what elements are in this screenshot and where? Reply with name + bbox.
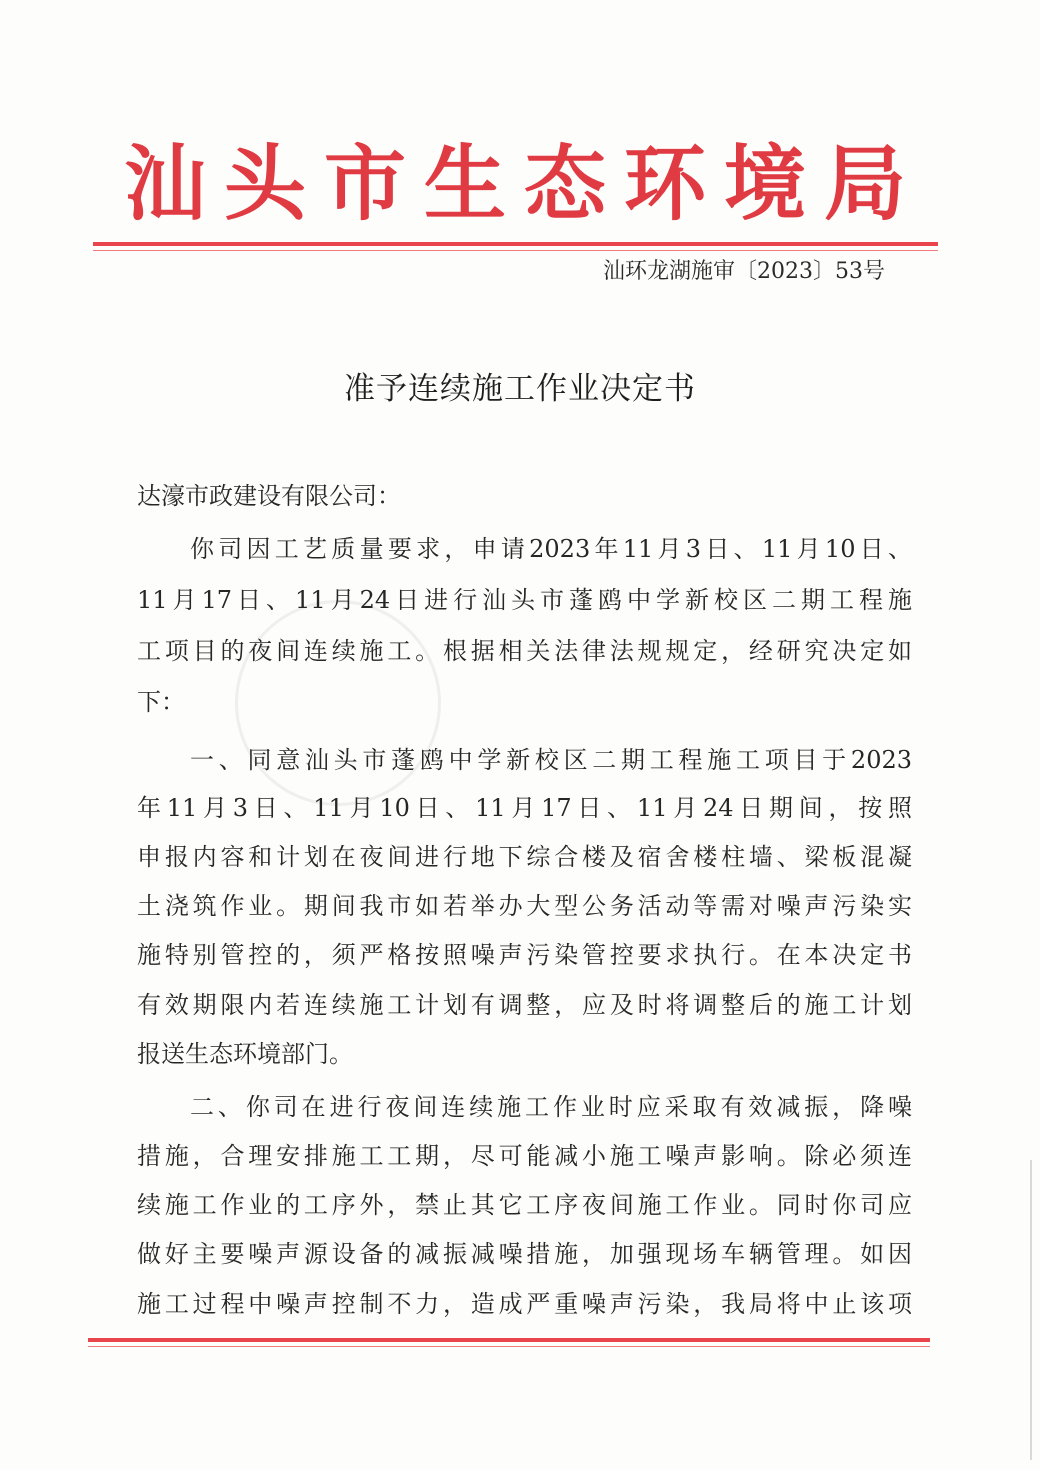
- body-line: 下：: [137, 688, 185, 716]
- footer-red-rule-thin: [88, 1346, 930, 1347]
- body-line: 年11月3日、11月10日、11月17日、11月24日期间，按照: [137, 794, 912, 822]
- body-line: 续施工作业的工序外，禁止其它工序夜间施工作业。同时你司应: [137, 1191, 912, 1219]
- footer-red-rule-thick: [88, 1338, 930, 1342]
- body-line: 报送生态环境部门。: [137, 1040, 353, 1068]
- scan-edge-line: [1030, 1160, 1032, 1460]
- body-line: 申报内容和计划在夜间进行地下综合楼及宿舍楼柱墙、梁板混凝: [137, 843, 912, 871]
- addressee: 达濠市政建设有限公司：: [137, 482, 401, 510]
- agency-letterhead: 汕头市生态环境局: [123, 136, 924, 232]
- body-line: 土浇筑作业。期间我市如若举办大型公务活动等需对噪声污染实: [137, 892, 912, 920]
- body-line: 二、你司在进行夜间连续施工作业时应采取有效减振，降噪: [190, 1093, 912, 1121]
- body-line: 一、同意汕头市蓬鸥中学新校区二期工程施工项目于2023: [190, 746, 912, 774]
- body-line: 做好主要噪声源设备的减振减噪措施，加强现场车辆管理。如因: [137, 1240, 912, 1268]
- body-line: 措施，合理安排施工工期，尽可能减小施工噪声影响。除必须连: [137, 1142, 912, 1170]
- document-title: 准予连续施工作业决定书: [344, 371, 696, 407]
- body-line: 有效期限内若连续施工计划有调整，应及时将调整后的施工计划: [137, 991, 912, 1019]
- body-line: 你司因工艺质量要求，申请2023年11月3日、11月10日、: [190, 535, 912, 563]
- letterhead-red-rule-thick: [93, 242, 938, 246]
- document-number: 汕环龙湖施审〔2023〕53号: [603, 259, 885, 284]
- body-line: 施特别管控的，须严格按照噪声污染管控要求执行。在本决定书: [137, 941, 912, 969]
- body-line: 11月17日、11月24日进行汕头市蓬鸥中学新校区二期工程施: [137, 586, 912, 614]
- body-line: 施工过程中噪声控制不力，造成严重噪声污染，我局将中止该项: [137, 1290, 912, 1318]
- body-line: 工项目的夜间连续施工。根据相关法律法规规定，经研究决定如: [137, 637, 912, 665]
- letterhead-red-rule-thin: [93, 250, 938, 251]
